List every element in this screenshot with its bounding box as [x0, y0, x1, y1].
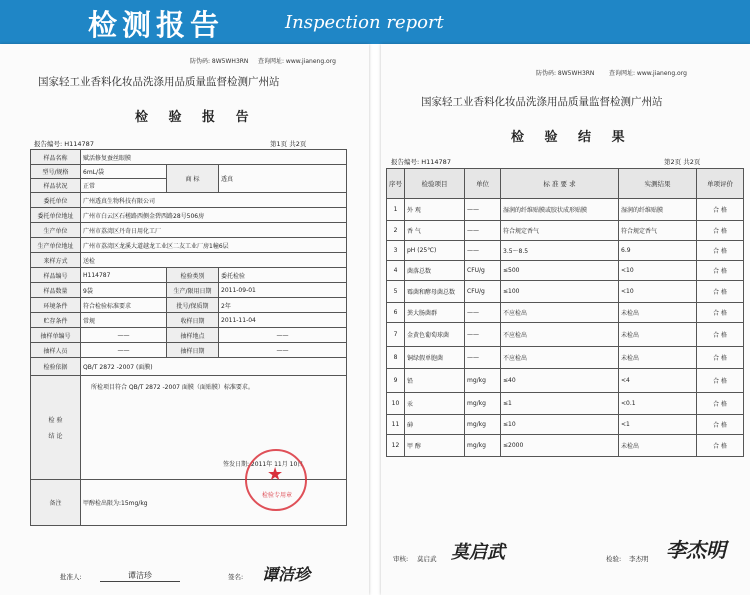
issue-date: 签发日期: 2011年 11月 10日 [223, 461, 304, 468]
checker-label: 检验: [606, 555, 622, 563]
result-unit: —— [465, 303, 501, 323]
result-result: 未检出 [619, 303, 697, 323]
result-standard: 不应检出 [501, 303, 619, 323]
result-no: 6 [387, 303, 405, 323]
value-storage: 常规 [81, 313, 167, 328]
label-conclusion: 检 验 结 论 [31, 376, 81, 480]
result-evaluation: 合 格 [697, 347, 744, 369]
banner-title: 检测报告 [88, 8, 225, 42]
result-item: 汞 [405, 393, 465, 415]
result-row [387, 393, 744, 415]
result-row [387, 281, 744, 303]
label-batch: 批号/保质期 [167, 298, 219, 313]
result-row [387, 303, 744, 323]
label-producer: 生产单位 [31, 223, 81, 238]
result-item: 铅 [405, 369, 465, 393]
result-no: 2 [387, 221, 405, 241]
result-no: 10 [387, 393, 405, 415]
reviewer-signature: 莫启武 [451, 542, 505, 563]
result-result: 未检出 [619, 323, 697, 347]
result-result: 未检出 [619, 347, 697, 369]
result-evaluation: 合 格 [697, 393, 744, 415]
label-sample-no: 样品编号 [31, 268, 81, 283]
label-remark: 备注 [31, 480, 81, 526]
value-environment: 符合检验标准要求 [81, 298, 167, 313]
result-unit: mg/kg [465, 415, 501, 435]
result-standard: 湿润的纤维贴膜或胶状成形贴膜 [501, 199, 619, 221]
checker-name: 李杰明 [629, 555, 649, 563]
result-evaluation: 合 格 [697, 415, 744, 435]
result-result: <10 [619, 281, 697, 303]
result-item: 甲 醇 [405, 435, 465, 457]
result-row [387, 221, 744, 241]
result-unit: —— [465, 241, 501, 261]
header-no: 序号 [387, 169, 405, 199]
result-no: 9 [387, 369, 405, 393]
anti-fake-code: 防伪码: 8W5WH3RN [536, 70, 595, 77]
query-url: 查询网址: www.jianeng.org [609, 70, 687, 77]
result-item: 菌落总数 [405, 261, 465, 281]
report-title: 检 验 报 告 [135, 110, 257, 125]
result-evaluation: 合 格 [697, 199, 744, 221]
result-no: 4 [387, 261, 405, 281]
label-received-date: 收样日期 [167, 313, 219, 328]
result-no: 1 [387, 199, 405, 221]
header-item: 检验项目 [405, 169, 465, 199]
label-sampling-no: 抽样单编号 [31, 328, 81, 343]
report-number: 报告编号: H114787 [34, 140, 94, 148]
result-evaluation: 合 格 [697, 323, 744, 347]
result-standard: 3.5～8.5 [501, 241, 619, 261]
result-result: 符合规定香气 [619, 221, 697, 241]
result-standard: ≤2000 [501, 435, 619, 457]
page-indicator: 第1页 共2页 [270, 140, 307, 148]
sign-label: 签名: [228, 573, 244, 581]
result-result: 未检出 [619, 435, 697, 457]
result-item: 霉菌和酵母菌总数 [405, 281, 465, 303]
label-environment: 环境条件 [31, 298, 81, 313]
label-client-address: 委托单位地址 [31, 208, 81, 223]
label-production-date: 生产/限用日期 [167, 283, 219, 298]
result-evaluation: 合 格 [697, 281, 744, 303]
value-received-date: 2011-11-04 [219, 313, 347, 328]
conclusion-cell [81, 376, 347, 480]
result-item: pH (25℃) [405, 241, 465, 261]
value-sample-no: H114787 [81, 268, 167, 283]
value-sample-name: 赋活修复蚕丝眼膜 [81, 150, 347, 165]
label-trademark: 商 标 [167, 165, 219, 193]
result-unit: CFU/g [465, 261, 501, 281]
result-item: 外 观 [405, 199, 465, 221]
label-storage: 贮存条件 [31, 313, 81, 328]
header-standard: 标 准 要 求 [501, 169, 619, 199]
value-state: 正常 [81, 179, 167, 193]
approver-signature: 谭洁珍 [262, 565, 311, 584]
result-result: <4 [619, 369, 697, 393]
label-sampling-place: 抽样地点 [167, 328, 219, 343]
stamp-star-icon: ★ [267, 464, 284, 485]
result-unit: —— [465, 199, 501, 221]
result-standard: 不应检出 [501, 323, 619, 347]
label-quantity: 样品数量 [31, 283, 81, 298]
results-header-row [387, 169, 744, 199]
result-evaluation: 合 格 [697, 261, 744, 281]
result-item: 香 气 [405, 221, 465, 241]
result-row [387, 241, 744, 261]
page-indicator: 第2页 共2页 [664, 158, 701, 166]
result-result: 6.9 [619, 241, 697, 261]
value-trademark: 透真 [219, 165, 347, 193]
value-inspect-type: 委托检验 [219, 268, 347, 283]
query-url: 查询网址: www.jianeng.org [258, 58, 336, 65]
value-client: 广州透真生物科技有限公司 [81, 193, 347, 208]
stamp-label: 检验专用章 [262, 492, 293, 499]
conclusion-text: 所检项目符合 QB/T 2872 -2007 面膜（面贴膜）标准要求。 [91, 384, 254, 391]
result-row [387, 435, 744, 457]
result-row [387, 261, 744, 281]
result-result: <0.1 [619, 393, 697, 415]
value-quantity: 9袋 [81, 283, 167, 298]
banner-subtitle: Inspection report [285, 12, 444, 33]
label-sampler: 抽样人员 [31, 343, 81, 358]
result-evaluation: 合 格 [697, 369, 744, 393]
result-row [387, 199, 744, 221]
result-no: 8 [387, 347, 405, 369]
label-state: 样品状况 [31, 179, 81, 193]
result-standard: ≤500 [501, 261, 619, 281]
label-client: 委托单位 [31, 193, 81, 208]
result-standard: 符合规定香气 [501, 221, 619, 241]
result-unit: —— [465, 347, 501, 369]
result-item: 砷 [405, 415, 465, 435]
value-sampling-place: —— [219, 328, 347, 343]
label-sampling-method: 来样方式 [31, 253, 81, 268]
value-sampling-no: —— [81, 328, 167, 343]
result-row [387, 347, 744, 369]
result-unit: mg/kg [465, 435, 501, 457]
approver-name: 谭洁珍 [100, 570, 180, 582]
result-evaluation: 合 格 [697, 303, 744, 323]
result-evaluation: 合 格 [697, 435, 744, 457]
value-basis: QB/T 2872 -2007 (面膜) [81, 358, 347, 376]
report-number: 报告编号: H114787 [391, 158, 451, 166]
label-producer-address: 生产单位地址 [31, 238, 81, 253]
org-name: 国家轻工业香料化妆品洗涤用品质量监督检测广州站 [38, 76, 280, 88]
result-standard: 不应检出 [501, 347, 619, 369]
result-standard: ≤40 [501, 369, 619, 393]
result-no: 12 [387, 435, 405, 457]
result-item: 铜绿假单胞菌 [405, 347, 465, 369]
value-producer-address: 广州市荔湾区龙溪大道越龙工业区二友工业厂房1幢6层 [81, 238, 347, 253]
result-standard: ≤10 [501, 415, 619, 435]
checker-signature: 李杰明 [666, 538, 726, 562]
header-evaluation: 单项评价 [697, 169, 744, 199]
result-item: 粪大肠菌群 [405, 303, 465, 323]
value-sampling-date: —— [219, 343, 347, 358]
result-row [387, 415, 744, 435]
result-unit: mg/kg [465, 393, 501, 415]
value-production-date: 2011-09-01 [219, 283, 347, 298]
header-result: 实测结果 [619, 169, 697, 199]
result-row [387, 323, 744, 347]
result-unit: —— [465, 221, 501, 241]
value-sampling-method: 送检 [81, 253, 347, 268]
value-client-address: 广州市白云区石槎路西侧金碧西路28号506房 [81, 208, 347, 223]
result-no: 7 [387, 323, 405, 347]
reviewer-label: 审核: [393, 555, 409, 563]
label-basis: 检验依据 [31, 358, 81, 376]
label-sampling-date: 抽样日期 [167, 343, 219, 358]
results-title: 检 验 结 果 [511, 130, 633, 145]
result-no: 11 [387, 415, 405, 435]
value-producer: 广州市荔湾区丹奇日用化工厂 [81, 223, 347, 238]
anti-fake-code: 防伪码: 8W5WH3RN [190, 58, 249, 65]
header-unit: 单位 [465, 169, 501, 199]
result-item: 金黄色葡萄球菌 [405, 323, 465, 347]
result-evaluation: 合 格 [697, 241, 744, 261]
result-unit: —— [465, 323, 501, 347]
label-inspect-type: 检验类别 [167, 268, 219, 283]
result-no: 3 [387, 241, 405, 261]
value-spec: 6mL/袋 [81, 165, 167, 179]
report-page-2 [381, 44, 750, 595]
result-evaluation: 合 格 [697, 221, 744, 241]
result-unit: mg/kg [465, 369, 501, 393]
value-remark: 甲醇检出限为:15mg/kg [81, 480, 347, 526]
label-spec: 型号/规格 [31, 165, 81, 179]
result-no: 5 [387, 281, 405, 303]
value-sampler: —— [81, 343, 167, 358]
label-sample-name: 样品名称 [31, 150, 81, 165]
org-name: 国家轻工业香料化妆品洗涤用品质量监督检测广州站 [421, 96, 663, 108]
result-row [387, 369, 744, 393]
header-banner [0, 0, 750, 44]
results-table [386, 168, 744, 457]
report-page-1 [0, 44, 369, 595]
result-unit: CFU/g [465, 281, 501, 303]
reviewer-name: 莫启武 [417, 555, 437, 563]
value-batch: 2年 [219, 298, 347, 313]
result-result: <10 [619, 261, 697, 281]
result-result: <1 [619, 415, 697, 435]
result-standard: ≤100 [501, 281, 619, 303]
approver-label: 批准人: [60, 573, 82, 581]
result-result: 湿润的纤维贴膜 [619, 199, 697, 221]
result-standard: ≤1 [501, 393, 619, 415]
